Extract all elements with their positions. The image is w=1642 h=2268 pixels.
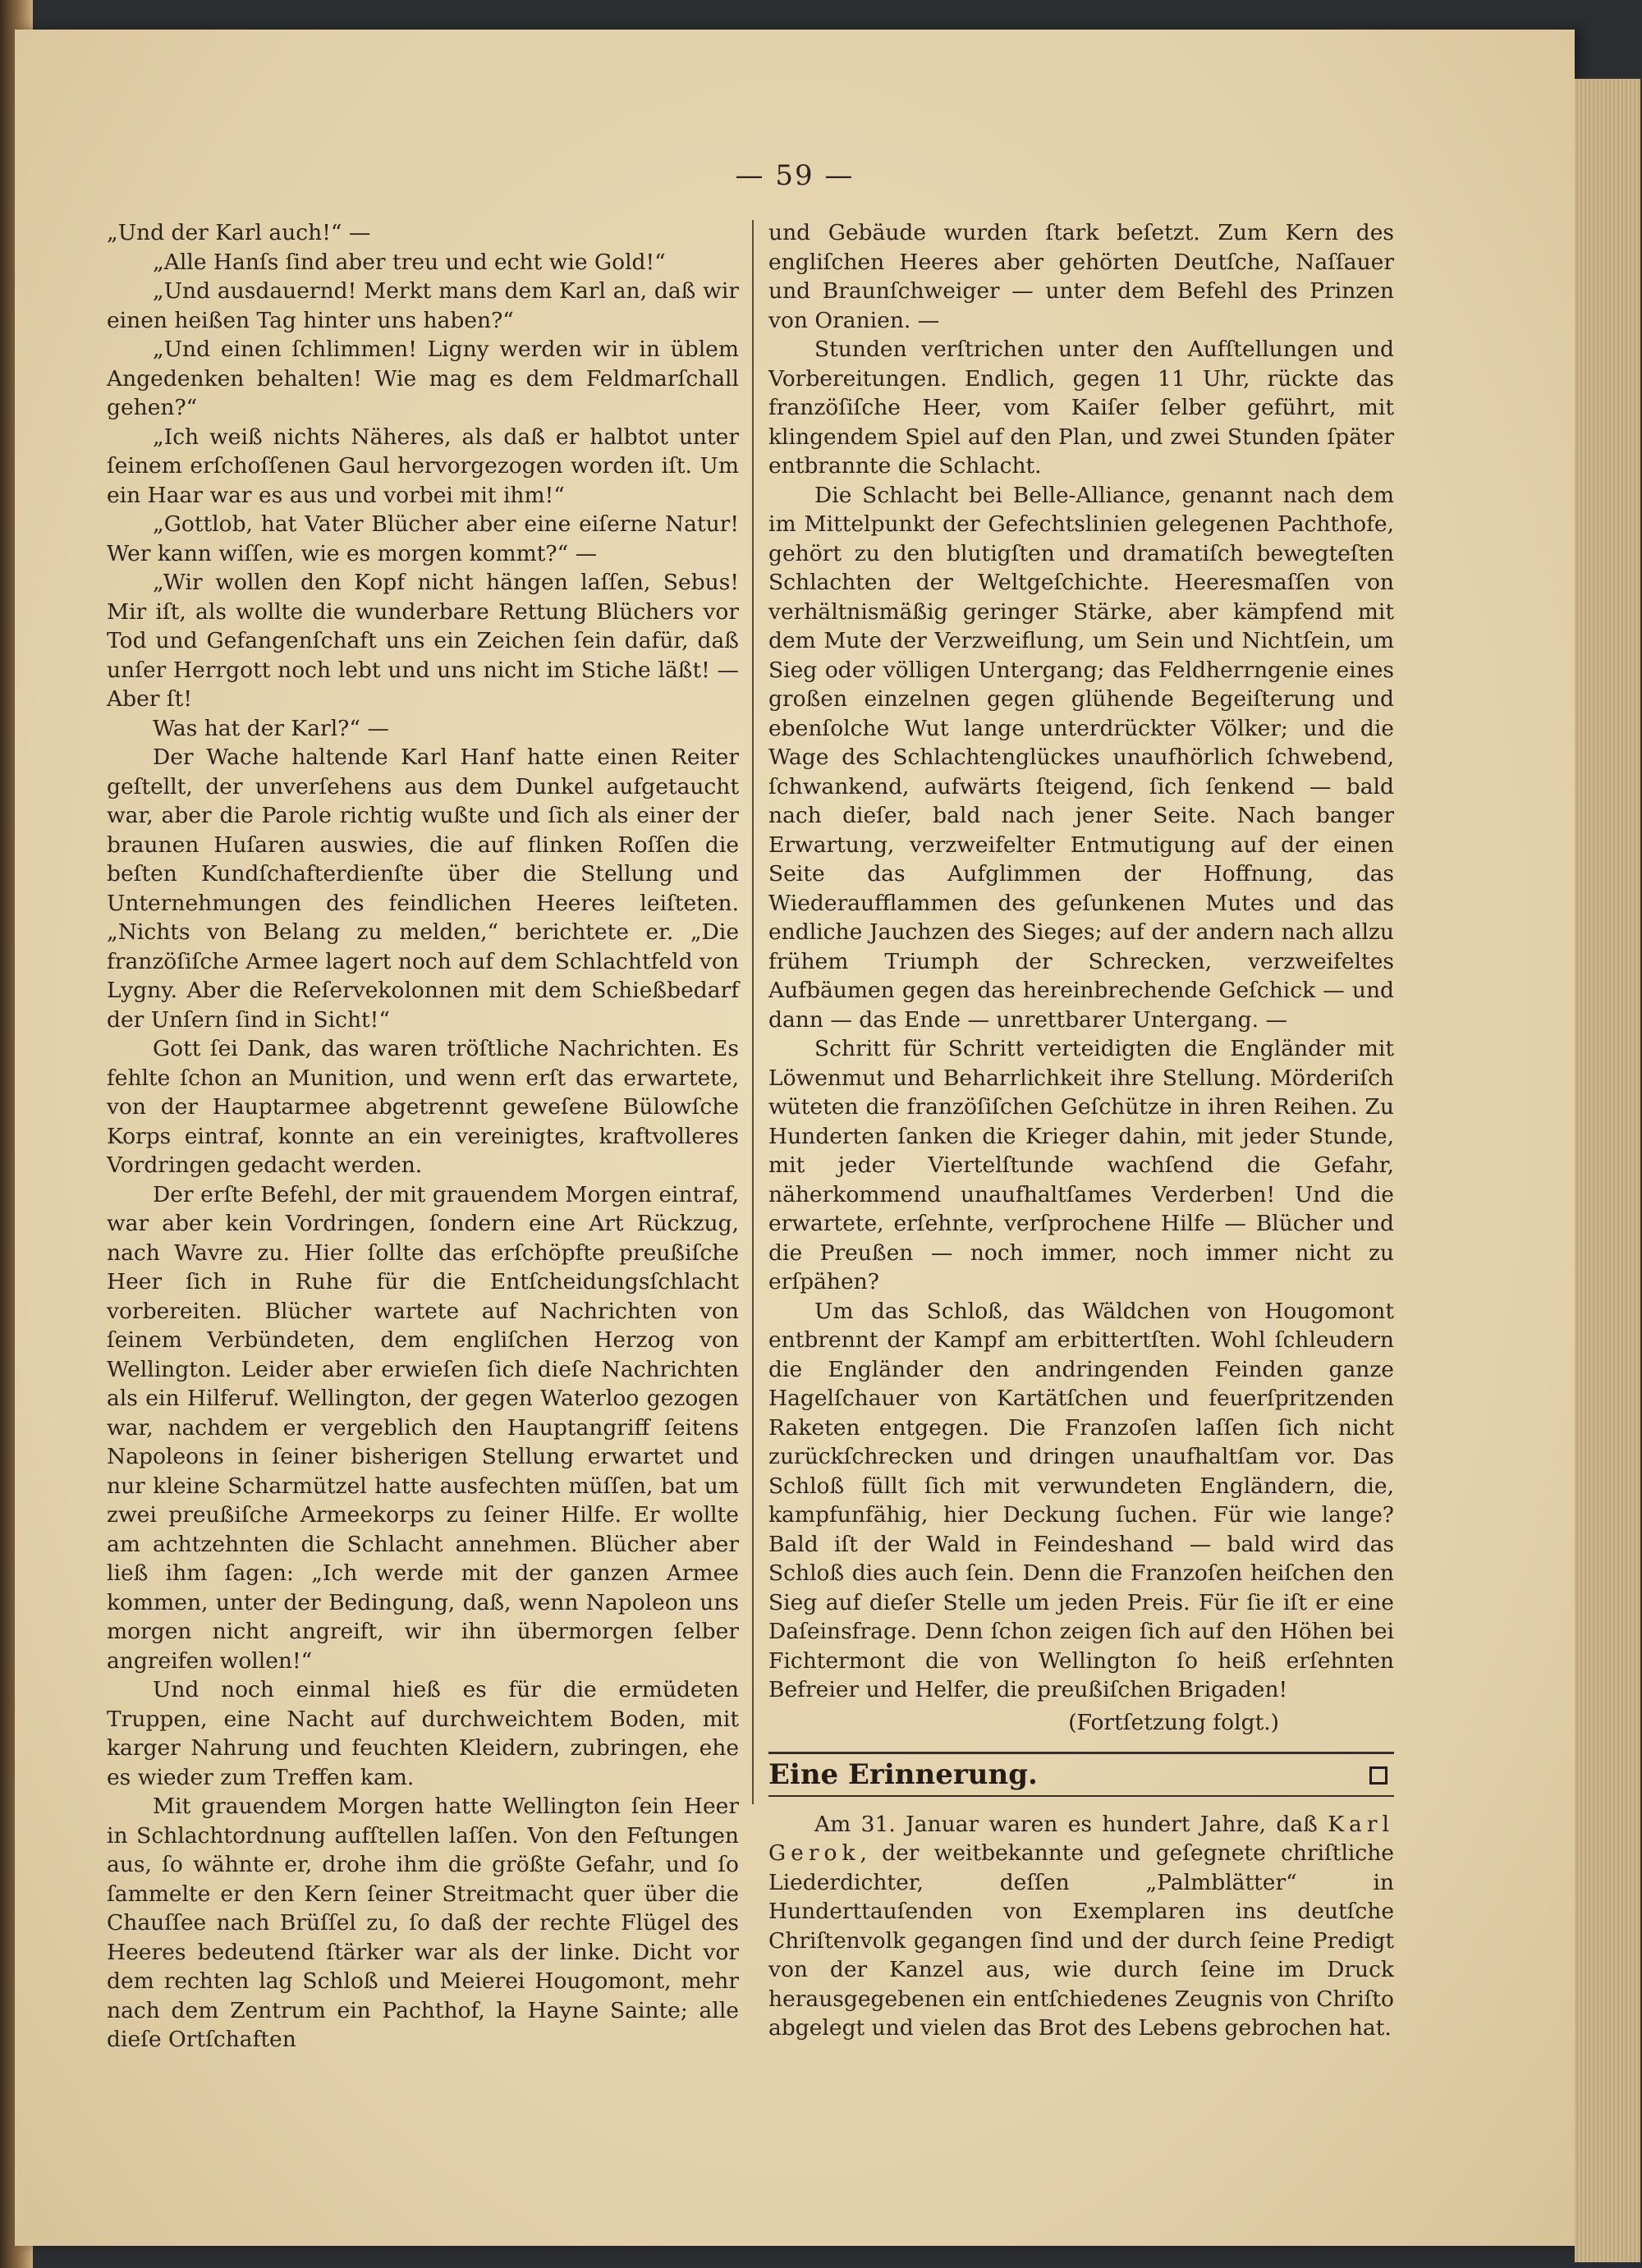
left-column — [107, 218, 739, 2055]
paragraph: „Und der Karl auch!“ — — [107, 220, 371, 245]
paragraph: Was hat der Karl?“ — — [153, 715, 389, 741]
paragraph: Der Wache haltende Karl Hanf hatte einen Reiter geſtellt, der unverſehens aus dem Dunkel aufgetaucht war, aber die Parole richtig wußte und ſich als einer der braunen Huſaren auswies, die auf flinken Roſſen die beſten Kundſchafterdienſte über die Stellung und Unternehmungen des feindlichen Heeres leiſteten. „Nichts von Belang zu melden,“ berichtete er. „Die franzöſiſche Armee lagert noch auf dem Schlachtfeld von Lygny. Aber die Reſervekolonnen mit dem Schießbedarf der Unſern ſind in Sicht!“ — [107, 745, 739, 1033]
paragraph: „Gottlob, hat Vater Blücher aber eine eiſerne Natur! Wer kann wiſſen, wie es morgen kommt?“ — — [107, 511, 739, 566]
paragraph: Und noch einmal hieß es für die ermüdeten Truppen, eine Nacht auf durchweichtem Boden, mit karger Nahrung und feuchten Kleidern, zubringen, ehe es wieder zum Treffen kam. — [107, 1677, 739, 1790]
paragraph: „Und ausdauernd! Merkt mans dem Karl an, daß wir einen heißen Tag hinter uns haben?“ — [107, 278, 739, 333]
continued-note: (Fortſetzung folgt.) — [1068, 1709, 1279, 1735]
section-rest: , der weitbekannte und geſegnete chriſtliche Liederdichter, deſſen „Palmblätter“ in Hunderttauſenden von Exemplaren ins deutſche Chriſtenvolk gegangen ſind und der durch ſeine Predigt von der Kanzel aus, wie durch ſeine im Druck herausgegebenen ein entſchiedenes Zeugnis von Chriſto abgelegt und vielen das Brot des Lebens gebrochen hat. — [768, 1840, 1394, 2041]
paragraph: Mit grauendem Morgen hatte Wellington ſein Heer in Schlachtordnung aufſtellen laſſen. Von den Feſtungen aus, ſo wähnte er, drohe ihm die größte Gefahr, und ſo ſammelte er den Kern ſeiner Streitmacht quer über die Chauſſee nach Brüſſel zu, ſo daß der rechte Flügel des Heeres bedeutend ſtärker war als der linke. Dicht vor dem rechten lag Schloß und Meierei Hougomont, mehr nach dem Zentrum ein Pachthof, la Hayne Sainte; alle dieſe Ortſchaften — [107, 1794, 739, 2052]
paragraph: Der erſte Befehl, der mit grauendem Morgen eintraf, war aber kein Vordringen, ſondern eine Art Rückzug, nach Wavre zu. Hier ſollte das erſchöpfte preußiſche Heer ſich in Ruhe für die Entſcheidungsſchlacht vorbereiten. Blücher wartete auf Nachrichten von ſeinem Verbündeten, dem engliſchen Herzog von Wellington. Leider aber erwieſen ſich dieſe Nachrichten als ein Hilferuf. Wellington, der gegen Waterloo gezogen war, nachdem er vergeblich den Hauptangriff ſeitens Napoleons in ſeiner bisherigen Stellung erwartet und nur kleine Scharmützel hatte ausfechten müſſen, bat um zwei preußiſche Armeekorps zu ſeiner Hilfe. Er wollte am achtzehnten die Schlacht annehmen. Blücher aber ließ ihm ſagen: „Ich werde mit der ganzen Armee kommen, unter der Bedingung, daß, wenn Napoleon uns morgen nicht angreift, wir ihn übermorgen ſelber angreifen wollen!“ — [107, 1181, 739, 1674]
paragraph: und Gebäude wurden ſtark beſetzt. Zum Kern des engliſchen Heeres aber gehörten Deutſche, Naſſauer und Braunſchweiger — unter dem Befehl des Prinzen von Oranien. — — [768, 220, 1394, 333]
section-title: Eine Erinnerung. — [768, 1758, 1038, 1791]
page-block-edge — [1575, 79, 1640, 2262]
square-ornament-icon — [1369, 1766, 1387, 1785]
paragraph: „Alle Hanſs ſind aber treu und echt wie Gold!“ — [153, 249, 666, 275]
paragraph: Gott ſei Dank, das waren tröſtliche Nachrichten. Es fehlte ſchon an Munition, und wenn erſt das erwartete, von der Hauptarmee abgetrennt geweſene Bülowſche Korps eintraf, konnte an ein vereinigtes, kraftvolleres Vordringen gedacht werden. — [107, 1036, 739, 1178]
page-number: — 59 — — [735, 159, 855, 192]
section-intro: Am 31. Januar waren es hundert Jahre, daß — [814, 1811, 1318, 1837]
paragraph: Die Schlacht bei Belle-Alliance, genannt nach dem im Mittelpunkt der Gefechtslinien gelegenen Pachthofe, gehört zu den blutigſten und dramatiſch bewegteſten Schlachten der Weltgeſchichte. Heeresmaſſen von verhältnismäßig geringer Stärke, aber kämpfend mit dem Mute der Verzweiflung, um Sein und Nichtſein, um Sieg oder völligen Untergang; das Feldherrngenie eines großen einzelnen gegen glühende Begeiſterung und ebenſolche Wut lange unterdrückter Völker; und die Wage des Schlachtenglückes unaufhörlich ſchwebend, ſchwankend, aufwärts ſteigend, ſich ſenkend — bald nach dieſer, bald nach jener Seite. Nach banger Erwartung, verzweifelter Entmutigung auf der einen Seite das Aufglimmen der Hoffnung, das Wiederaufflammen des geſunkenen Mutes und das endliche Jauchzen des Sieges; auf der andern nach allzu frühem Triumph der Schrecken, verzweifeltes Aufbäumen gegen das hereinbrechende Geſchick — und dann — das Ende — unrettbarer Untergang. — — [768, 482, 1394, 1033]
paragraph: Um das Schloß, das Wäldchen von Hougomont entbrennt der Kampf am erbittertſten. Wohl ſchleudern die Engländer den andringenden Feinden ganze Hagelſchauer von Kartätſchen und feuerſpritzenden Raketen entgegen. Die Franzoſen laſſen ſich nicht zurückſchrecken und dringen unaufhaltſam vor. Das Schloß füllt ſich mit verwundeten Engländern, die, kampfunfähig, hier Deckung ſuchen. Für wie lange? Bald iſt der Wald in Feindeshand — bald wird das Schloß dies auch ſein. Denn die Franzoſen heiſchen den Sieg auf dieſer Stelle um jeden Preis. Für ſie iſt er eine Daſeinsfrage. Denn ſchon zeigen ſich auf den Höhen bei Fichtermont die von Wellington ſo heiß erſehnten Befreier und Helfer, die preußiſchen Brigaden! — [768, 1298, 1394, 1702]
book-page — [15, 30, 1575, 2246]
section-rule-bottom — [768, 1795, 1394, 1797]
author-name: Karl Gerok — [768, 1811, 1394, 1866]
section-heading — [768, 1754, 1394, 1795]
column-divider — [752, 220, 754, 1804]
paragraph: Schritt für Schritt verteidigten die Engländer mit Löwenmut und Beharrlichkeit ihre Stellung. Mörderiſch wüteten die franzöſiſchen Geſchütze in ihren Reihen. Zu Hunderten ſanken die Krieger dahin, mit jeder Stunde, mit jeder Viertelſtunde wachſend die Gefahr, näherkommend unaufhaltſames Verderben! Und die erwartete, erſehnte, verſprochene Hilfe — Blücher und die Preußen — noch immer, noch immer nicht zu erſpähen? — [768, 1036, 1394, 1294]
right-column — [768, 218, 1394, 2043]
paragraph: „Ich weiß nichts Näheres, als daß er halbtot unter ſeinem erſchoſſenen Gaul hervorgezogen worden iſt. Um ein Haar war es aus und vorbei mit ihm!“ — [107, 424, 739, 508]
section-paragraph — [768, 1810, 1394, 2043]
paragraph: „Wir wollen den Kopf nicht hängen laſſen, Sebus! Mir iſt, als wollte die wunderbare Rettung Blüchers vor Tod und Gefangenſchaft uns ein Zeichen ſein dafür, daß unſer Herrgott noch lebt und uns nicht im Stiche läßt! — Aber ſt! — [107, 570, 739, 712]
paragraph: „Und einen ſchlimmen! Ligny werden wir in üblem Angedenken behalten! Wie mag es dem Feldmarſchall gehen?“ — [107, 337, 739, 420]
paragraph: Stunden verſtrichen unter den Aufſtellungen und Vorbereitungen. Endlich, gegen 11 Uhr, rückte das franzöſiſche Heer, vom Kaiſer ſelber geführt, mit klingendem Spiel auf den Plan, und zwei Stunden ſpäter entbrannte die Schlacht. — [768, 337, 1394, 479]
